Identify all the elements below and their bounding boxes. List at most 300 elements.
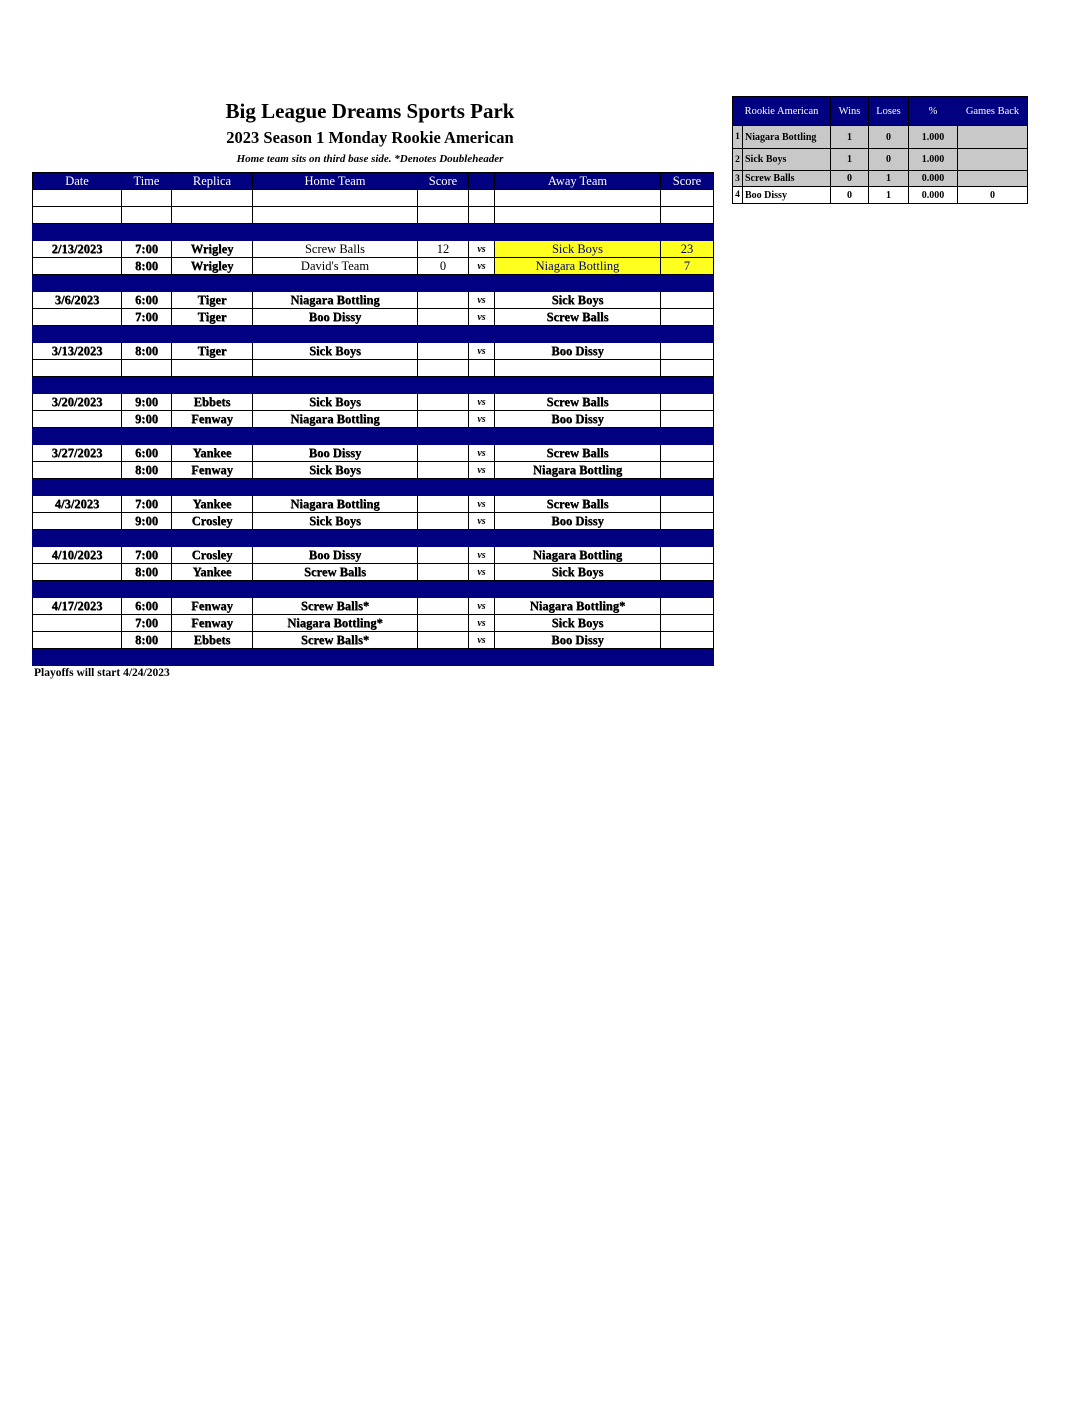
separator-cell (469, 224, 495, 241)
vs-cell: vs (469, 343, 495, 360)
date-cell: 3/6/2023 (33, 292, 122, 309)
separator-cell (33, 479, 122, 496)
replica-cell: Crosley (172, 513, 253, 530)
separator-cell (253, 581, 418, 598)
column-header-time: Time (122, 173, 172, 190)
date-cell: 3/27/2023 (33, 445, 122, 462)
separator-cell (495, 479, 661, 496)
date-cell (33, 513, 122, 530)
away-score-cell (661, 513, 714, 530)
week-separator-row (33, 479, 714, 496)
separator-cell (253, 275, 418, 292)
separator-cell (122, 581, 172, 598)
empty-cell (253, 190, 418, 207)
away-team-cell: Niagara Bottling (495, 462, 661, 479)
wins-cell: 0 (831, 171, 869, 187)
separator-cell (495, 326, 661, 343)
separator-cell (122, 224, 172, 241)
time-cell: 6:00 (122, 292, 172, 309)
games-back-cell (958, 149, 1028, 171)
standings-header-loses: Loses (869, 97, 909, 126)
away-team-cell: Boo Dissy (495, 513, 661, 530)
vs-cell: vs (469, 496, 495, 513)
separator-cell (495, 530, 661, 547)
title-block (200, 97, 540, 168)
date-cell: 4/17/2023 (33, 598, 122, 615)
separator-cell (122, 377, 172, 394)
vs-cell: vs (469, 513, 495, 530)
column-header-home-score: Score (418, 173, 469, 190)
loses-cell: 0 (869, 149, 909, 171)
home-team-cell: Boo Dissy (253, 309, 418, 326)
separator-cell (661, 428, 714, 445)
date-cell (33, 462, 122, 479)
standings-row (733, 126, 1028, 149)
separator-cell (172, 428, 253, 445)
wins-cell: 0 (831, 187, 869, 204)
replica-cell: Ebbets (172, 394, 253, 411)
separator-cell (33, 224, 122, 241)
separator-cell (253, 377, 418, 394)
home-team-cell: Boo Dissy (253, 445, 418, 462)
page-subtitle: 2023 Season 1 Monday Rookie American (226, 128, 514, 147)
away-score-cell (661, 462, 714, 479)
rank-cell: 3 (733, 171, 743, 187)
games-back-cell (958, 126, 1028, 149)
separator-cell (661, 530, 714, 547)
game-row (33, 513, 714, 530)
schedule-header-row (33, 173, 714, 190)
time-cell: 7:00 (122, 547, 172, 564)
away-team-cell: Sick Boys (495, 564, 661, 581)
replica-cell: Wrigley (172, 241, 253, 258)
team-cell: Sick Boys (743, 149, 831, 171)
vs-cell: vs (469, 547, 495, 564)
separator-cell (122, 326, 172, 343)
replica-cell: Fenway (172, 411, 253, 428)
game-row (33, 615, 714, 632)
away-team-cell: Boo Dissy (495, 343, 661, 360)
replica-cell: Fenway (172, 615, 253, 632)
pct-cell: 1.000 (909, 126, 958, 149)
time-cell: 8:00 (122, 564, 172, 581)
home-team-cell: Sick Boys (253, 394, 418, 411)
vs-cell: vs (469, 394, 495, 411)
games-back-cell: 0 (958, 187, 1028, 204)
away-score-cell (661, 309, 714, 326)
separator-cell (253, 479, 418, 496)
date-cell: 3/20/2023 (33, 394, 122, 411)
separator-cell (469, 377, 495, 394)
empty-cell (33, 360, 122, 377)
separator-cell (469, 530, 495, 547)
team-cell: Screw Balls (743, 171, 831, 187)
empty-cell (495, 190, 661, 207)
standings-row (733, 187, 1028, 204)
home-score-cell (418, 462, 469, 479)
separator-cell (418, 326, 469, 343)
separator-cell (418, 224, 469, 241)
separator-cell (122, 479, 172, 496)
home-score-cell (418, 496, 469, 513)
time-cell: 9:00 (122, 394, 172, 411)
empty-cell (172, 190, 253, 207)
vs-cell: vs (469, 241, 495, 258)
separator-cell (122, 275, 172, 292)
standings-row (733, 149, 1028, 171)
away-team-cell: Screw Balls (495, 309, 661, 326)
away-team-cell: Niagara Bottling* (495, 598, 661, 615)
date-cell: 3/13/2023 (33, 343, 122, 360)
header-note: Home team sits on third base side. *Denotes Doubleheader (236, 153, 504, 165)
time-cell: 8:00 (122, 258, 172, 275)
home-score-cell (418, 547, 469, 564)
date-cell (33, 615, 122, 632)
game-row (33, 394, 714, 411)
separator-cell (495, 377, 661, 394)
time-cell: 6:00 (122, 598, 172, 615)
replica-cell: Tiger (172, 343, 253, 360)
separator-cell (172, 275, 253, 292)
separator-cell (661, 581, 714, 598)
column-header-replica: Replica (172, 173, 253, 190)
playoffs-note: Playoffs will start 4/24/2023 (34, 667, 170, 679)
home-score-cell (418, 564, 469, 581)
away-score-cell (661, 394, 714, 411)
replica-cell: Yankee (172, 445, 253, 462)
rank-cell: 1 (733, 126, 743, 149)
home-team-cell: Niagara Bottling (253, 411, 418, 428)
home-score-cell (418, 292, 469, 309)
games-back-cell (958, 171, 1028, 187)
away-score-cell (661, 632, 714, 649)
away-score-cell (661, 547, 714, 564)
separator-cell (172, 377, 253, 394)
away-team-cell: Sick Boys (495, 292, 661, 309)
separator-cell (172, 224, 253, 241)
time-cell: 7:00 (122, 309, 172, 326)
standings-header-pct: % (909, 97, 958, 126)
home-team-cell: Niagara Bottling* (253, 615, 418, 632)
home-team-cell: Boo Dissy (253, 547, 418, 564)
game-row (33, 411, 714, 428)
separator-cell (469, 479, 495, 496)
week-separator-row (33, 275, 714, 292)
time-cell: 7:00 (122, 615, 172, 632)
separator-cell (172, 581, 253, 598)
empty-row (33, 360, 714, 377)
separator-cell (469, 326, 495, 343)
separator-cell (33, 377, 122, 394)
away-team-cell: Sick Boys (495, 615, 661, 632)
home-team-cell: David's Team (253, 258, 418, 275)
standings-header-games-back: Games Back (958, 97, 1028, 126)
separator-cell (122, 530, 172, 547)
separator-cell (33, 275, 122, 292)
empty-cell (172, 207, 253, 224)
empty-cell (661, 190, 714, 207)
time-cell: 8:00 (122, 462, 172, 479)
game-row (33, 258, 714, 275)
separator-cell (418, 428, 469, 445)
away-score-cell (661, 411, 714, 428)
vs-cell: vs (469, 292, 495, 309)
empty-cell (33, 190, 122, 207)
replica-cell: Fenway (172, 598, 253, 615)
empty-cell (495, 207, 661, 224)
empty-cell (122, 207, 172, 224)
home-score-cell (418, 411, 469, 428)
date-cell: 4/3/2023 (33, 496, 122, 513)
replica-cell: Ebbets (172, 632, 253, 649)
standings-body (733, 126, 1028, 204)
separator-cell (253, 649, 418, 666)
separator-cell (495, 649, 661, 666)
vs-cell: vs (469, 462, 495, 479)
separator-cell (661, 479, 714, 496)
time-cell: 7:00 (122, 496, 172, 513)
time-cell: 9:00 (122, 411, 172, 428)
time-cell: 8:00 (122, 343, 172, 360)
separator-cell (495, 428, 661, 445)
standings-header-division: Rookie American (733, 97, 831, 126)
game-row (33, 462, 714, 479)
home-score-cell (418, 445, 469, 462)
column-header-home-team: Home Team (253, 173, 418, 190)
vs-cell: vs (469, 309, 495, 326)
separator-cell (418, 275, 469, 292)
empty-cell (469, 360, 495, 377)
separator-cell (418, 479, 469, 496)
away-score-cell: 23 (661, 241, 714, 258)
empty-cell (253, 207, 418, 224)
separator-cell (33, 649, 122, 666)
separator-cell (33, 326, 122, 343)
separator-cell (172, 530, 253, 547)
away-score-cell: 7 (661, 258, 714, 275)
game-row (33, 598, 714, 615)
rank-cell: 2 (733, 149, 743, 171)
separator-cell (122, 649, 172, 666)
away-score-cell (661, 496, 714, 513)
away-score-cell (661, 292, 714, 309)
separator-cell (253, 326, 418, 343)
loses-cell: 0 (869, 126, 909, 149)
page-title: Big League Dreams Sports Park (225, 99, 515, 123)
date-cell (33, 309, 122, 326)
home-score-cell (418, 394, 469, 411)
empty-cell (418, 360, 469, 377)
column-header-date: Date (33, 173, 122, 190)
away-score-cell (661, 615, 714, 632)
replica-cell: Wrigley (172, 258, 253, 275)
pct-cell: 0.000 (909, 187, 958, 204)
separator-cell (418, 377, 469, 394)
separator-cell (469, 428, 495, 445)
game-row (33, 241, 714, 258)
replica-cell: Tiger (172, 292, 253, 309)
empty-row (33, 190, 714, 207)
separator-cell (661, 275, 714, 292)
separator-cell (661, 326, 714, 343)
time-cell: 7:00 (122, 241, 172, 258)
empty-cell (495, 360, 661, 377)
separator-cell (661, 224, 714, 241)
separator-cell (253, 224, 418, 241)
separator-cell (469, 581, 495, 598)
column-header-vs (469, 173, 495, 190)
away-team-cell: Boo Dissy (495, 632, 661, 649)
separator-cell (495, 275, 661, 292)
game-row (33, 496, 714, 513)
vs-cell: vs (469, 258, 495, 275)
vs-cell: vs (469, 598, 495, 615)
empty-cell (253, 360, 418, 377)
date-cell (33, 411, 122, 428)
separator-cell (469, 649, 495, 666)
empty-cell (661, 360, 714, 377)
home-team-cell: Screw Balls (253, 241, 418, 258)
separator-cell (418, 581, 469, 598)
vs-cell: vs (469, 445, 495, 462)
home-team-cell: Screw Balls* (253, 598, 418, 615)
home-team-cell: Sick Boys (253, 513, 418, 530)
week-separator-row (33, 428, 714, 445)
empty-cell (172, 360, 253, 377)
wins-cell: 1 (831, 126, 869, 149)
separator-cell (172, 649, 253, 666)
column-header-away-team: Away Team (495, 173, 661, 190)
game-row (33, 309, 714, 326)
replica-cell: Yankee (172, 496, 253, 513)
home-score-cell (418, 513, 469, 530)
time-cell: 8:00 (122, 632, 172, 649)
empty-cell (33, 207, 122, 224)
home-team-cell: Sick Boys (253, 343, 418, 360)
team-cell: Boo Dissy (743, 187, 831, 204)
replica-cell: Crosley (172, 547, 253, 564)
standings-header-wins: Wins (831, 97, 869, 126)
away-team-cell: Screw Balls (495, 445, 661, 462)
home-score-cell (418, 343, 469, 360)
separator-cell (122, 428, 172, 445)
week-separator-row (33, 224, 714, 241)
away-team-cell: Niagara Bottling (495, 258, 661, 275)
home-team-cell: Screw Balls (253, 564, 418, 581)
week-separator-row (33, 326, 714, 343)
replica-cell: Tiger (172, 309, 253, 326)
standings-row (733, 171, 1028, 187)
home-team-cell: Niagara Bottling (253, 496, 418, 513)
game-row (33, 547, 714, 564)
separator-cell (33, 581, 122, 598)
vs-cell: vs (469, 564, 495, 581)
loses-cell: 1 (869, 171, 909, 187)
week-separator-row (33, 649, 714, 666)
separator-cell (469, 275, 495, 292)
empty-row (33, 207, 714, 224)
empty-cell (469, 207, 495, 224)
home-score-cell (418, 632, 469, 649)
column-header-away-score: Score (661, 173, 714, 190)
date-cell (33, 258, 122, 275)
away-team-cell: Niagara Bottling (495, 547, 661, 564)
home-score-cell: 12 (418, 241, 469, 258)
empty-cell (469, 190, 495, 207)
separator-cell (661, 377, 714, 394)
separator-cell (418, 649, 469, 666)
empty-cell (122, 190, 172, 207)
separator-cell (33, 428, 122, 445)
week-separator-row (33, 377, 714, 394)
game-row (33, 292, 714, 309)
week-separator-row (33, 581, 714, 598)
separator-cell (172, 326, 253, 343)
pct-cell: 1.000 (909, 149, 958, 171)
date-cell (33, 564, 122, 581)
wins-cell: 1 (831, 149, 869, 171)
away-team-cell: Sick Boys (495, 241, 661, 258)
date-cell: 2/13/2023 (33, 241, 122, 258)
separator-cell (253, 530, 418, 547)
standings-header-row (733, 97, 1028, 126)
empty-cell (122, 360, 172, 377)
schedule-body (33, 190, 714, 666)
home-team-cell: Sick Boys (253, 462, 418, 479)
schedule-table (32, 172, 714, 666)
separator-cell (418, 530, 469, 547)
home-team-cell: Niagara Bottling (253, 292, 418, 309)
standings-table (732, 96, 1028, 204)
away-score-cell (661, 445, 714, 462)
home-team-cell: Screw Balls* (253, 632, 418, 649)
home-score-cell (418, 598, 469, 615)
loses-cell: 1 (869, 187, 909, 204)
separator-cell (253, 428, 418, 445)
home-score-cell: 0 (418, 258, 469, 275)
away-score-cell (661, 598, 714, 615)
separator-cell (661, 649, 714, 666)
rank-cell: 4 (733, 187, 743, 204)
home-score-cell (418, 615, 469, 632)
time-cell: 6:00 (122, 445, 172, 462)
time-cell: 9:00 (122, 513, 172, 530)
game-row (33, 343, 714, 360)
game-row (33, 632, 714, 649)
game-row (33, 564, 714, 581)
week-separator-row (33, 530, 714, 547)
game-row (33, 445, 714, 462)
away-team-cell: Screw Balls (495, 496, 661, 513)
separator-cell (172, 479, 253, 496)
away-score-cell (661, 564, 714, 581)
empty-cell (418, 207, 469, 224)
away-team-cell: Boo Dissy (495, 411, 661, 428)
date-cell (33, 632, 122, 649)
replica-cell: Fenway (172, 462, 253, 479)
pct-cell: 0.000 (909, 171, 958, 187)
home-score-cell (418, 309, 469, 326)
separator-cell (33, 530, 122, 547)
away-score-cell (661, 343, 714, 360)
separator-cell (495, 224, 661, 241)
team-cell: Niagara Bottling (743, 126, 831, 149)
vs-cell: vs (469, 615, 495, 632)
vs-cell: vs (469, 632, 495, 649)
empty-cell (661, 207, 714, 224)
separator-cell (495, 581, 661, 598)
date-cell: 4/10/2023 (33, 547, 122, 564)
